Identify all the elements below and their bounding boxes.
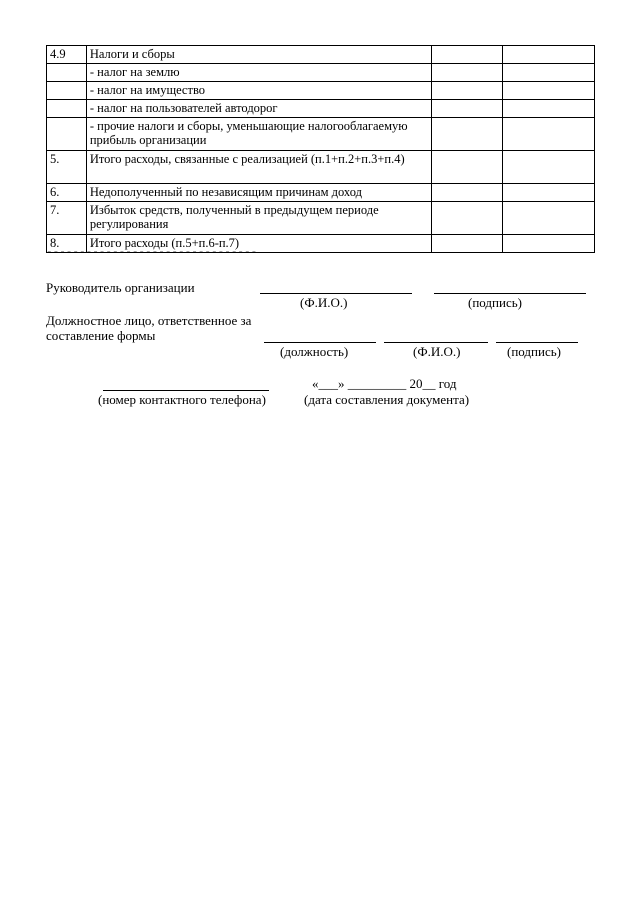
value-cell-2 xyxy=(502,100,594,118)
value-cell-2 xyxy=(502,46,594,64)
value-cell-2 xyxy=(502,235,594,253)
table-row xyxy=(47,64,595,82)
official-signature-caption: (подпись) xyxy=(507,344,561,359)
row-name: Налоги и сборы xyxy=(86,46,431,64)
official-label-line1: Должностное лицо, ответственное за xyxy=(46,313,252,328)
value-cell-2 xyxy=(502,202,594,235)
value-cell-1 xyxy=(432,64,503,82)
row-name: Итого расходы (п.5+п.6-п.7) xyxy=(86,235,431,253)
head-signature-caption: (подпись) xyxy=(468,295,522,310)
row-name: - налог на пользователей автодорог xyxy=(86,100,431,118)
table-row xyxy=(47,82,595,100)
row-number: 7. xyxy=(47,202,87,235)
official-fio-line[interactable] xyxy=(384,342,488,343)
value-cell-2 xyxy=(502,64,594,82)
row-number xyxy=(47,100,87,118)
table-row xyxy=(47,100,595,118)
table-row xyxy=(47,118,595,151)
row-number xyxy=(47,118,87,151)
phone-line[interactable] xyxy=(103,390,269,391)
value-cell-2 xyxy=(502,82,594,100)
table-row xyxy=(47,184,595,202)
row-number: 6. xyxy=(47,184,87,202)
value-cell-1 xyxy=(432,184,503,202)
value-cell-1 xyxy=(432,100,503,118)
value-cell-2 xyxy=(502,118,594,151)
row-number: 4.9 xyxy=(47,46,87,64)
table-row xyxy=(47,151,595,184)
row-number xyxy=(47,64,87,82)
phone-caption: (номер контактного телефона) xyxy=(98,392,266,407)
value-cell-1 xyxy=(432,235,503,253)
table-row xyxy=(47,46,595,64)
official-position-caption: (должность) xyxy=(280,344,349,359)
head-signature-line[interactable] xyxy=(434,293,586,294)
row-name: - налог на землю xyxy=(86,64,431,82)
row-name: - прочие налоги и сборы, уменьшающие налогооблагаемую прибыль организации xyxy=(86,118,431,151)
official-fio-caption: (Ф.И.О.) xyxy=(413,344,461,359)
value-cell-2 xyxy=(502,151,594,184)
footnote-separator: -------------------------------- xyxy=(46,247,258,259)
head-fio-caption: (Ф.И.О.) xyxy=(300,295,348,310)
official-label-line2: составление формы xyxy=(46,328,156,343)
row-name: Недополученный по независящим причинам доход xyxy=(86,184,431,202)
value-cell-1 xyxy=(432,202,503,235)
value-cell-1 xyxy=(432,151,503,184)
row-number: 8. xyxy=(47,235,87,253)
value-cell-2 xyxy=(502,184,594,202)
official-signature-line[interactable] xyxy=(496,342,578,343)
date-caption: (дата составления документа) xyxy=(304,392,470,407)
value-cell-1 xyxy=(432,46,503,64)
expenses-table xyxy=(46,45,595,253)
value-cell-1 xyxy=(432,118,503,151)
row-name: - налог на имущество xyxy=(86,82,431,100)
head-label: Руководитель организации xyxy=(46,280,195,295)
head-fio-line[interactable] xyxy=(260,293,412,294)
value-cell-1 xyxy=(432,82,503,100)
row-name: Итого расходы, связанные с реализацией (п.1+п.2+п.3+п.4) xyxy=(86,151,431,184)
table-row xyxy=(47,202,595,235)
row-number xyxy=(47,82,87,100)
date-line[interactable]: «___» _________ 20__ год xyxy=(312,376,457,391)
row-number: 5. xyxy=(47,151,87,184)
row-name: Избыток средств, полученный в предыдущем периоде регулирования xyxy=(86,202,431,235)
official-position-line[interactable] xyxy=(264,342,376,343)
